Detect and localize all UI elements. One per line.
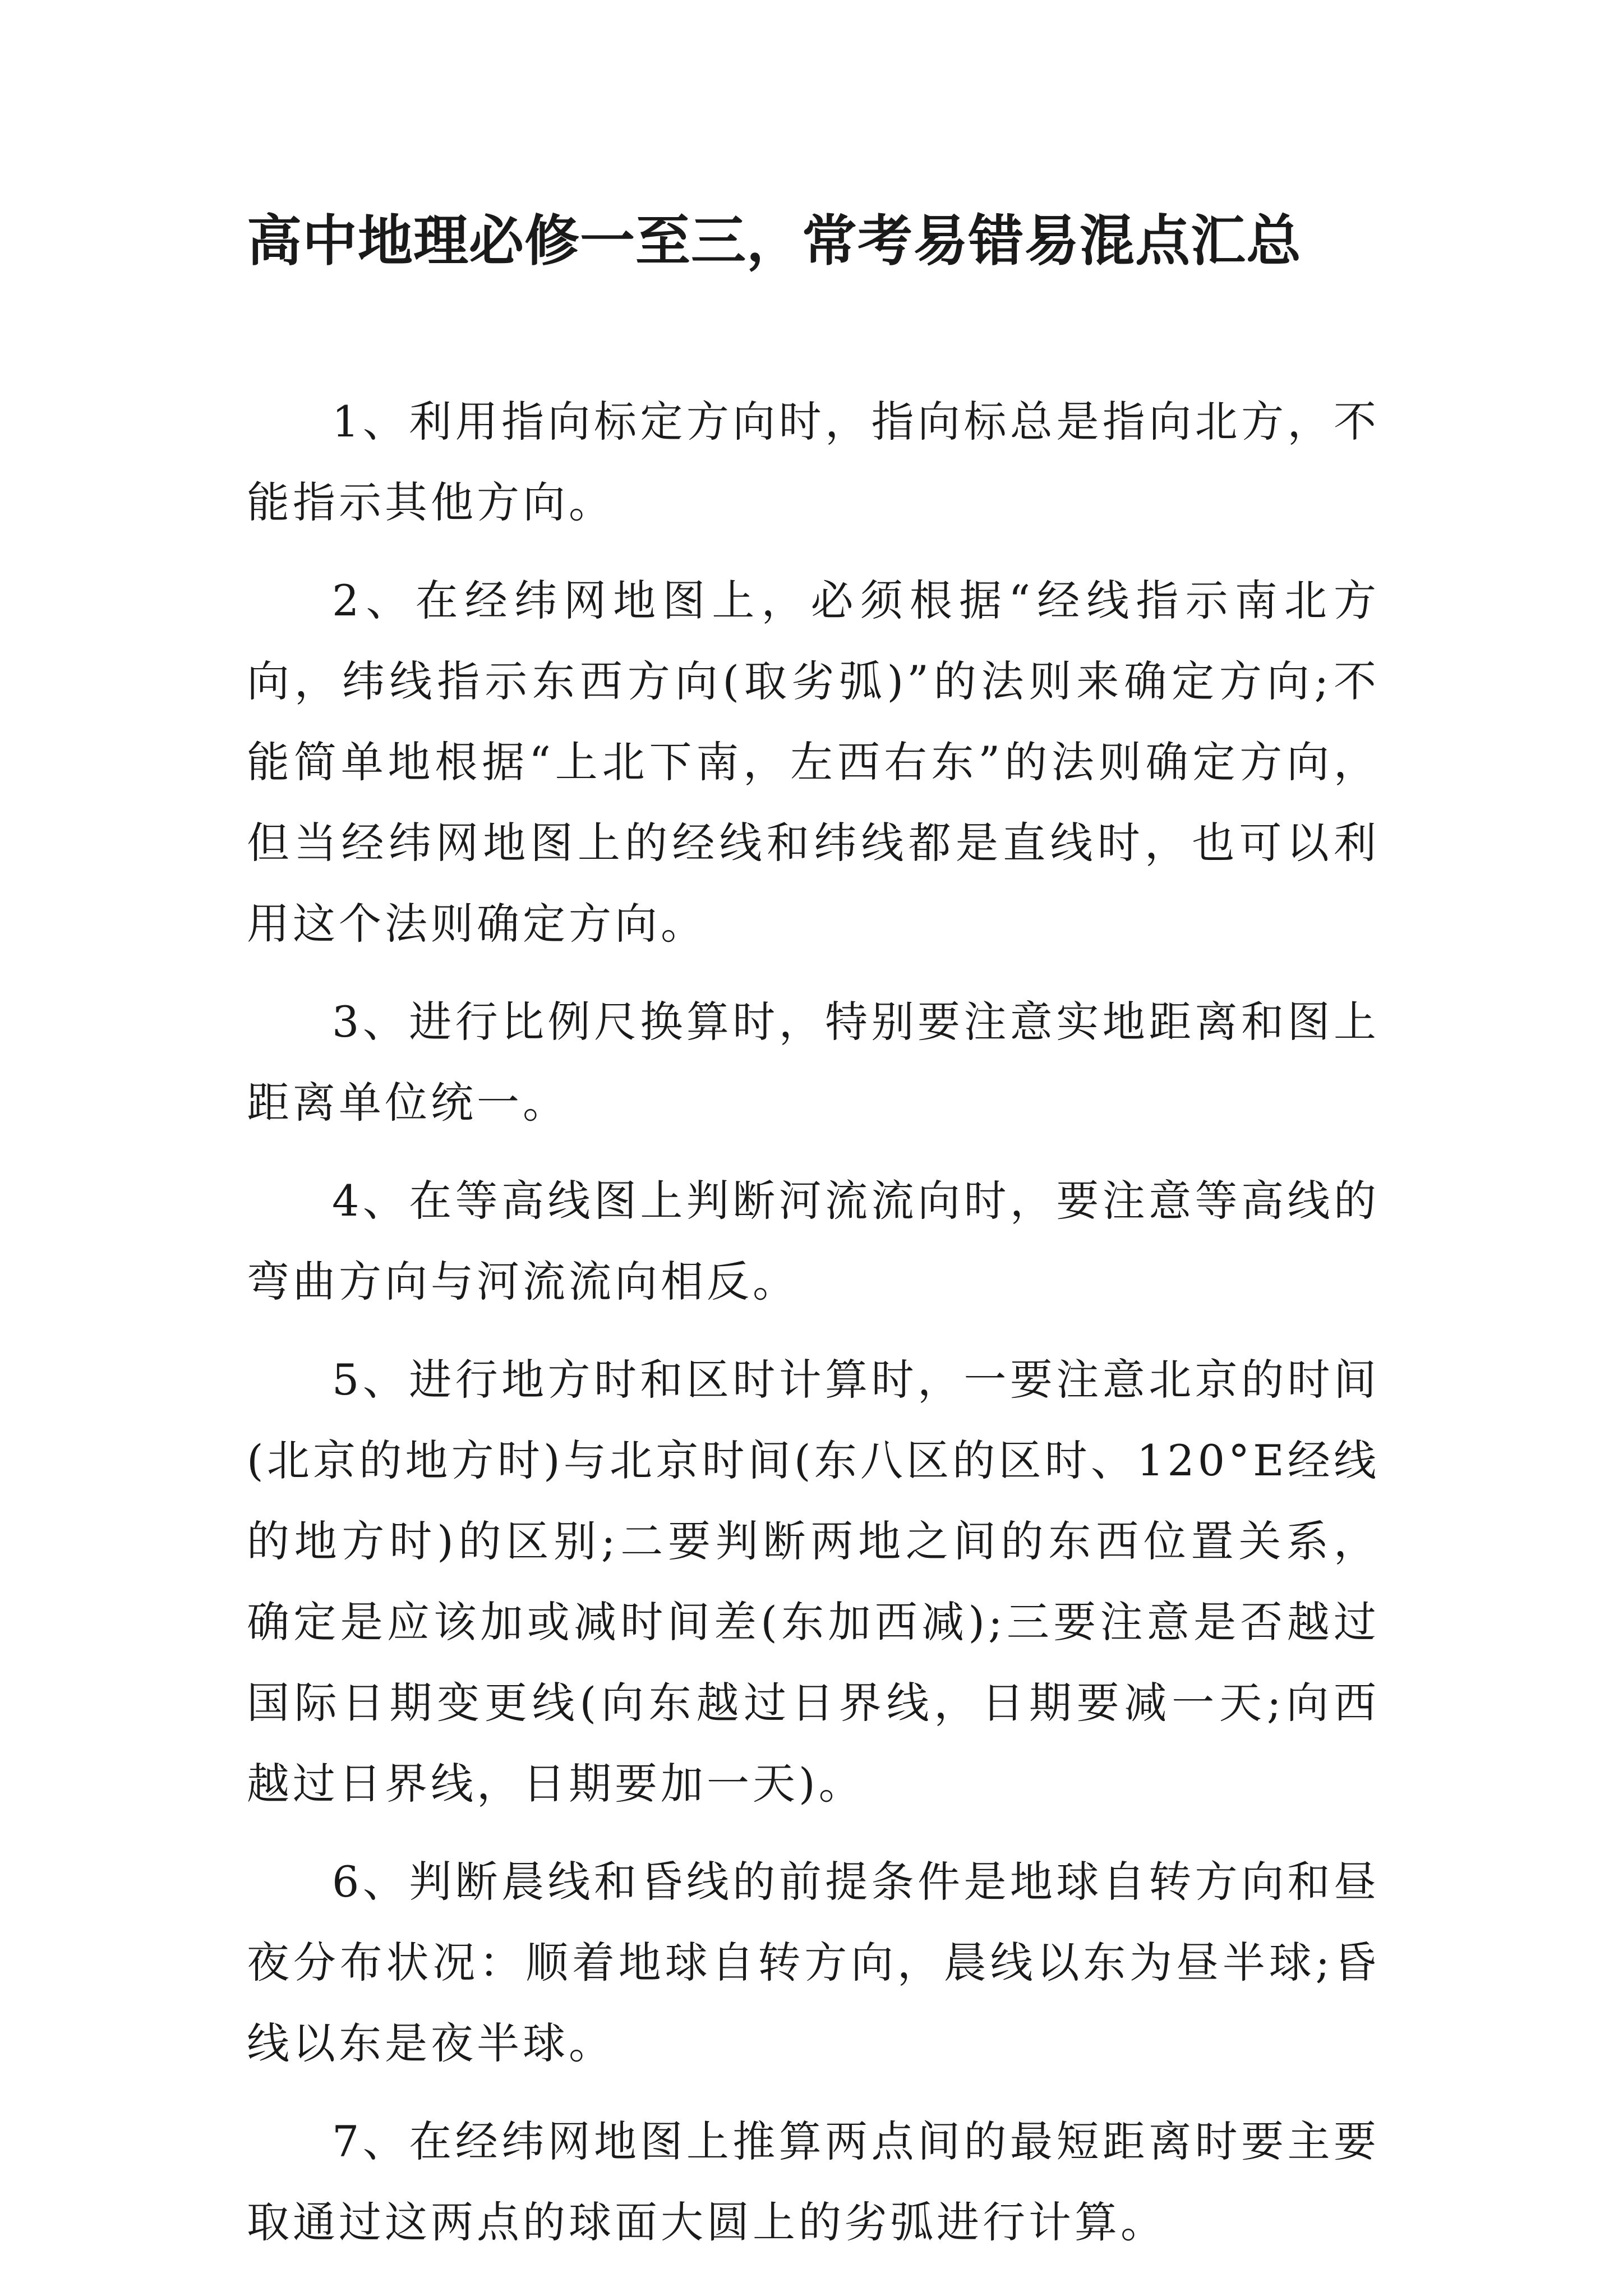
paragraph-5: 5、进行地方时和区时计算时，一要注意北京的时间(北京的地方时)与北京时间(东八区的区时、120°E经线的地方时)的区别;二要判断两地之间的东西位置关系，确定是应该加或减时间差(东加西减);三要注意是否越过国际日期变更线(向东越过日界线，日期要减一天;向西越过日界线，日期要加一天)。	[247, 1355, 1380, 1809]
paragraph-2: 2、在经纬网地图上，必须根据“经线指示南北方向，纬线指示东西方向(取劣弧)”的法则来确定方向;不能简单地根据“上北下南，左西右东”的法则确定方向，但当经纬网地图上的经线和纬线都是直线时，也可以利用这个法则确定方向。	[247, 576, 1380, 949]
document-body	[247, 381, 1380, 2280]
paragraph-7: 7、在经纬网地图上推算两点间的最短距离时要主要取通过这两点的球面大圆上的劣弧进行计算。	[247, 2116, 1380, 2247]
paragraph-3: 3、进行比例尺换算时，特别要注意实地距离和图上距离单位统一。	[247, 997, 1380, 1128]
paragraph-1: 1、利用指向标定方向时，指向标总是指向北方，不能指示其他方向。	[247, 397, 1380, 527]
document-title: 高中地理必修一至三，常考易错易混点汇总	[247, 209, 1302, 273]
paragraph-4: 4、在等高线图上判断河流流向时，要注意等高线的弯曲方向与河流流向相反。	[247, 1176, 1380, 1306]
paragraph-6: 6、判断晨线和昏线的前提条件是地球自转方向和昼夜分布状况：顺着地球自转方向，晨线以东为昼半球;昏线以东是夜半球。	[247, 1857, 1380, 2068]
